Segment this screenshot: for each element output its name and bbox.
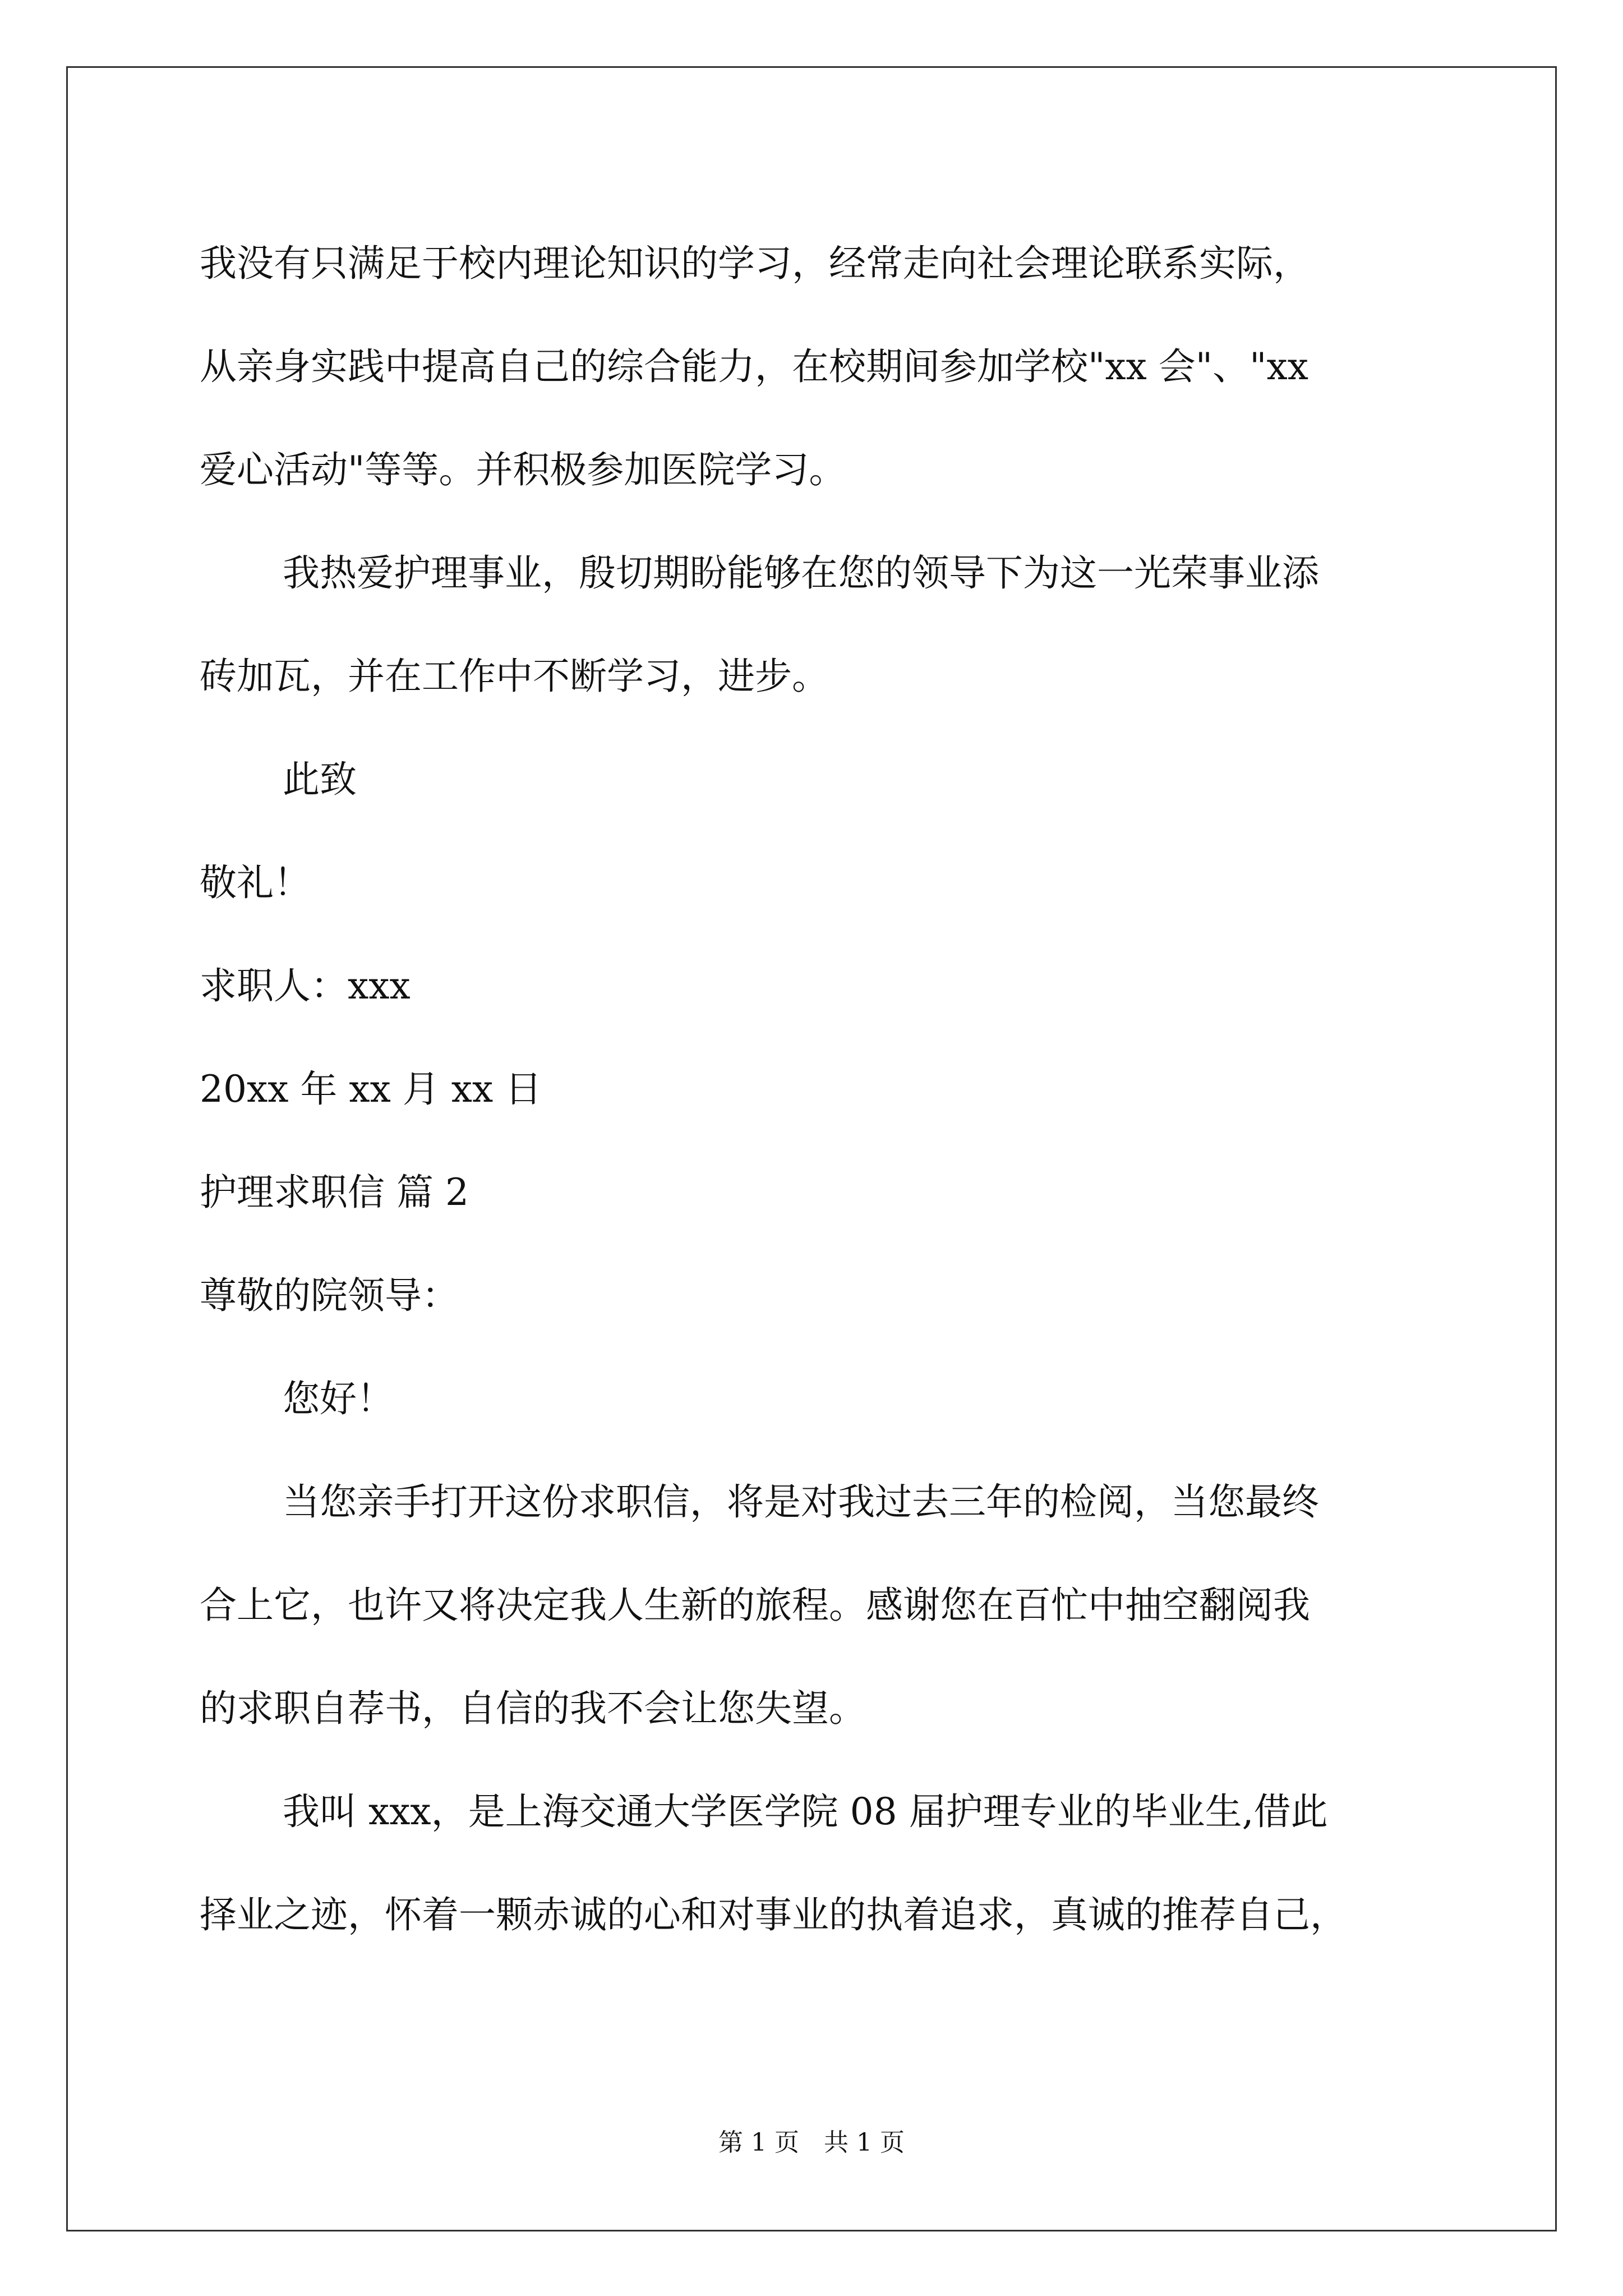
letter-date: 20xx 年 xx 月 xx 日 [200,1068,542,1111]
text-line: 从亲身实践中提高自己的综合能力，在校期间参加学校"xx 会"、"xx [200,345,1308,388]
greeting-recipient: 尊敬的院领导： [200,1274,459,1317]
page-footer: 第 1 页 共 1 页 [718,2128,905,2157]
text-line: 当您亲手打开这份求职信，将是对我过去三年的检阅，当您最终 [283,1480,1319,1524]
closing-respect: 敬礼！ [200,861,311,904]
closing-salutation: 此致 [283,758,357,801]
text-line: 择业之迹，怀着一颗赤诚的心和对事业的执着追求，真诚的推荐自己， [200,1893,1347,1936]
document-body [200,212,1439,1967]
text-line: 合上它，也许又将决定我人生新的旅程。感谢您在百忙中抽空翻阅我 [200,1584,1310,1627]
text-line: 砖加瓦，并在工作中不断学习，进步。 [200,655,829,698]
text-line: 我叫 xxx，是上海交通大学医学院 08 届护理专业的毕业生,借此 [283,1790,1328,1833]
section-heading: 护理求职信 篇 2 [200,1171,469,1214]
greeting-hello: 您好！ [283,1377,394,1420]
text-line: 的求职自荐书，自信的我不会让您失望。 [200,1687,866,1730]
text-line: 我热爱护理事业，殷切期盼能够在您的领导下为这一光荣事业添 [283,551,1319,595]
applicant-signature: 求职人：xxx [200,964,411,1007]
text-line: 我没有只满足于校内理论知识的学习，经常走向社会理论联系实际， [200,242,1310,285]
text-line: 爱心活动"等等。并积极参加医院学习。 [200,448,846,491]
